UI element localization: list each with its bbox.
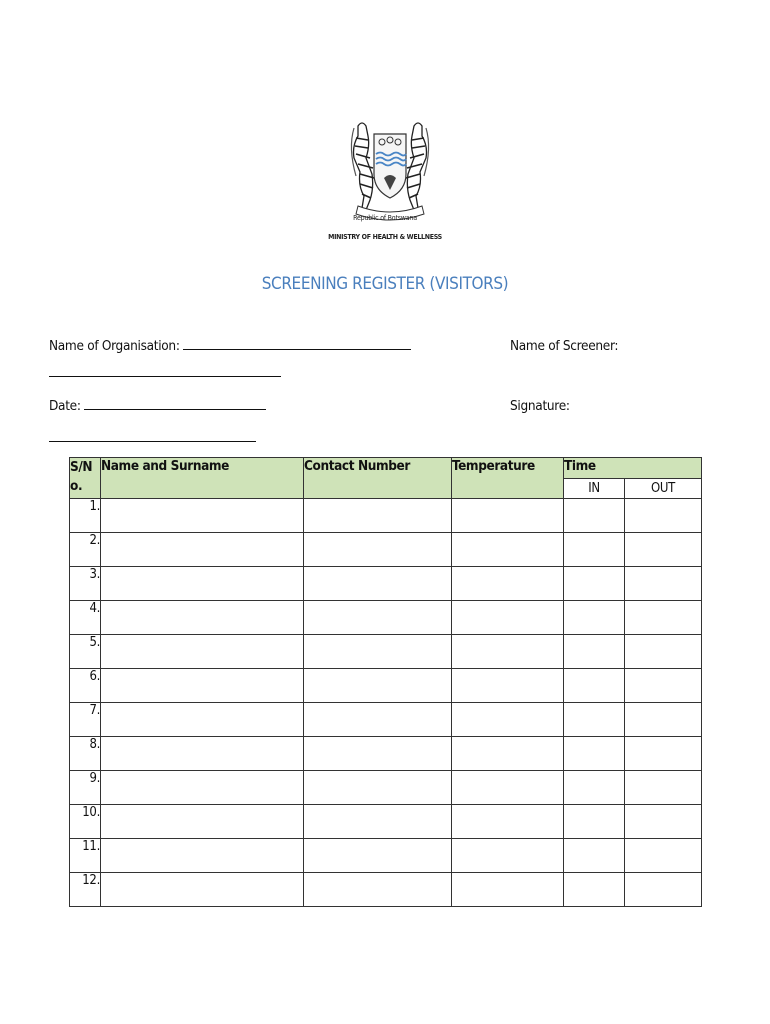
time-in-cell[interactable] [564,499,625,533]
temperature-cell[interactable] [452,499,564,533]
row-number: 6. [70,669,101,703]
table-row [70,839,702,873]
time-out-cell[interactable] [625,839,702,873]
header-sn: S/N o. [70,458,101,499]
signature-label: Signature: [510,398,570,414]
crest-caption-ministry: MINISTRY OF HEALTH & WELLNESS [328,233,442,241]
row-number: 8. [70,737,101,771]
row-number: 10. [70,805,101,839]
table-row [70,499,702,533]
signature-field [510,398,570,414]
temperature-cell[interactable] [452,839,564,873]
contact-cell[interactable] [304,805,452,839]
contact-cell[interactable] [304,839,452,873]
contact-cell[interactable] [304,533,452,567]
table-row [70,771,702,805]
row-number: 9. [70,771,101,805]
temperature-cell[interactable] [452,567,564,601]
screening-register-table [69,457,702,907]
header-contact: Contact Number [304,458,452,499]
table-row [70,567,702,601]
temperature-cell[interactable] [452,873,564,907]
header-time-out: OUT [625,479,702,499]
botswana-coat-of-arms-logo [340,118,440,226]
time-in-cell[interactable] [564,635,625,669]
row-number: 7. [70,703,101,737]
time-in-cell[interactable] [564,737,625,771]
temperature-cell[interactable] [452,533,564,567]
crest-caption-country: Republic of Botswana [353,214,417,222]
temperature-cell[interactable] [452,737,564,771]
signature-line[interactable] [49,441,256,442]
name-cell[interactable] [101,703,304,737]
table-row [70,601,702,635]
table-row [70,635,702,669]
row-number: 4. [70,601,101,635]
time-out-cell[interactable] [625,771,702,805]
name-cell[interactable] [101,737,304,771]
contact-cell[interactable] [304,873,452,907]
name-cell[interactable] [101,839,304,873]
header-time: Time [564,458,702,479]
header-temperature: Temperature [452,458,564,499]
organisation-line[interactable] [183,348,411,350]
temperature-cell[interactable] [452,601,564,635]
time-out-cell[interactable] [625,805,702,839]
contact-cell[interactable] [304,669,452,703]
time-in-cell[interactable] [564,567,625,601]
temperature-cell[interactable] [452,805,564,839]
date-label: Date: [49,398,81,414]
table-row [70,805,702,839]
temperature-cell[interactable] [452,771,564,805]
contact-cell[interactable] [304,601,452,635]
organisation-field [49,338,411,354]
table-row [70,737,702,771]
time-out-cell[interactable] [625,703,702,737]
name-cell[interactable] [101,873,304,907]
row-number: 2. [70,533,101,567]
name-cell[interactable] [101,669,304,703]
contact-cell[interactable] [304,703,452,737]
date-line[interactable] [84,408,266,410]
time-out-cell[interactable] [625,567,702,601]
time-out-cell[interactable] [625,533,702,567]
date-field [49,398,266,414]
row-number: 5. [70,635,101,669]
header-time-in: IN [564,479,625,499]
name-cell[interactable] [101,635,304,669]
temperature-cell[interactable] [452,635,564,669]
name-cell[interactable] [101,601,304,635]
name-cell[interactable] [101,771,304,805]
time-in-cell[interactable] [564,873,625,907]
row-number: 12. [70,873,101,907]
contact-cell[interactable] [304,771,452,805]
time-out-cell[interactable] [625,635,702,669]
temperature-cell[interactable] [452,669,564,703]
name-cell[interactable] [101,533,304,567]
name-cell[interactable] [101,805,304,839]
contact-cell[interactable] [304,635,452,669]
time-in-cell[interactable] [564,805,625,839]
screener-field [510,338,618,354]
contact-cell[interactable] [304,567,452,601]
page-title: SCREENING REGISTER (VISITORS) [261,274,509,294]
time-in-cell[interactable] [564,669,625,703]
screener-label: Name of Screener: [510,338,619,354]
organisation-label: Name of Organisation: [49,338,180,354]
table-row [70,873,702,907]
time-in-cell[interactable] [564,533,625,567]
time-in-cell[interactable] [564,771,625,805]
name-cell[interactable] [101,567,304,601]
table-row [70,533,702,567]
table-row [70,669,702,703]
screener-line[interactable] [49,376,281,377]
row-number: 11. [70,839,101,873]
time-out-cell[interactable] [625,737,702,771]
time-in-cell[interactable] [564,703,625,737]
time-in-cell[interactable] [564,839,625,873]
contact-cell[interactable] [304,499,452,533]
table-row [70,703,702,737]
name-cell[interactable] [101,499,304,533]
time-out-cell[interactable] [625,499,702,533]
header-name: Name and Surname [101,458,304,499]
row-number: 3. [70,567,101,601]
time-out-cell[interactable] [625,669,702,703]
time-out-cell[interactable] [625,873,702,907]
time-out-cell[interactable] [625,601,702,635]
row-number: 1. [70,499,101,533]
time-in-cell[interactable] [564,601,625,635]
temperature-cell[interactable] [452,703,564,737]
contact-cell[interactable] [304,737,452,771]
